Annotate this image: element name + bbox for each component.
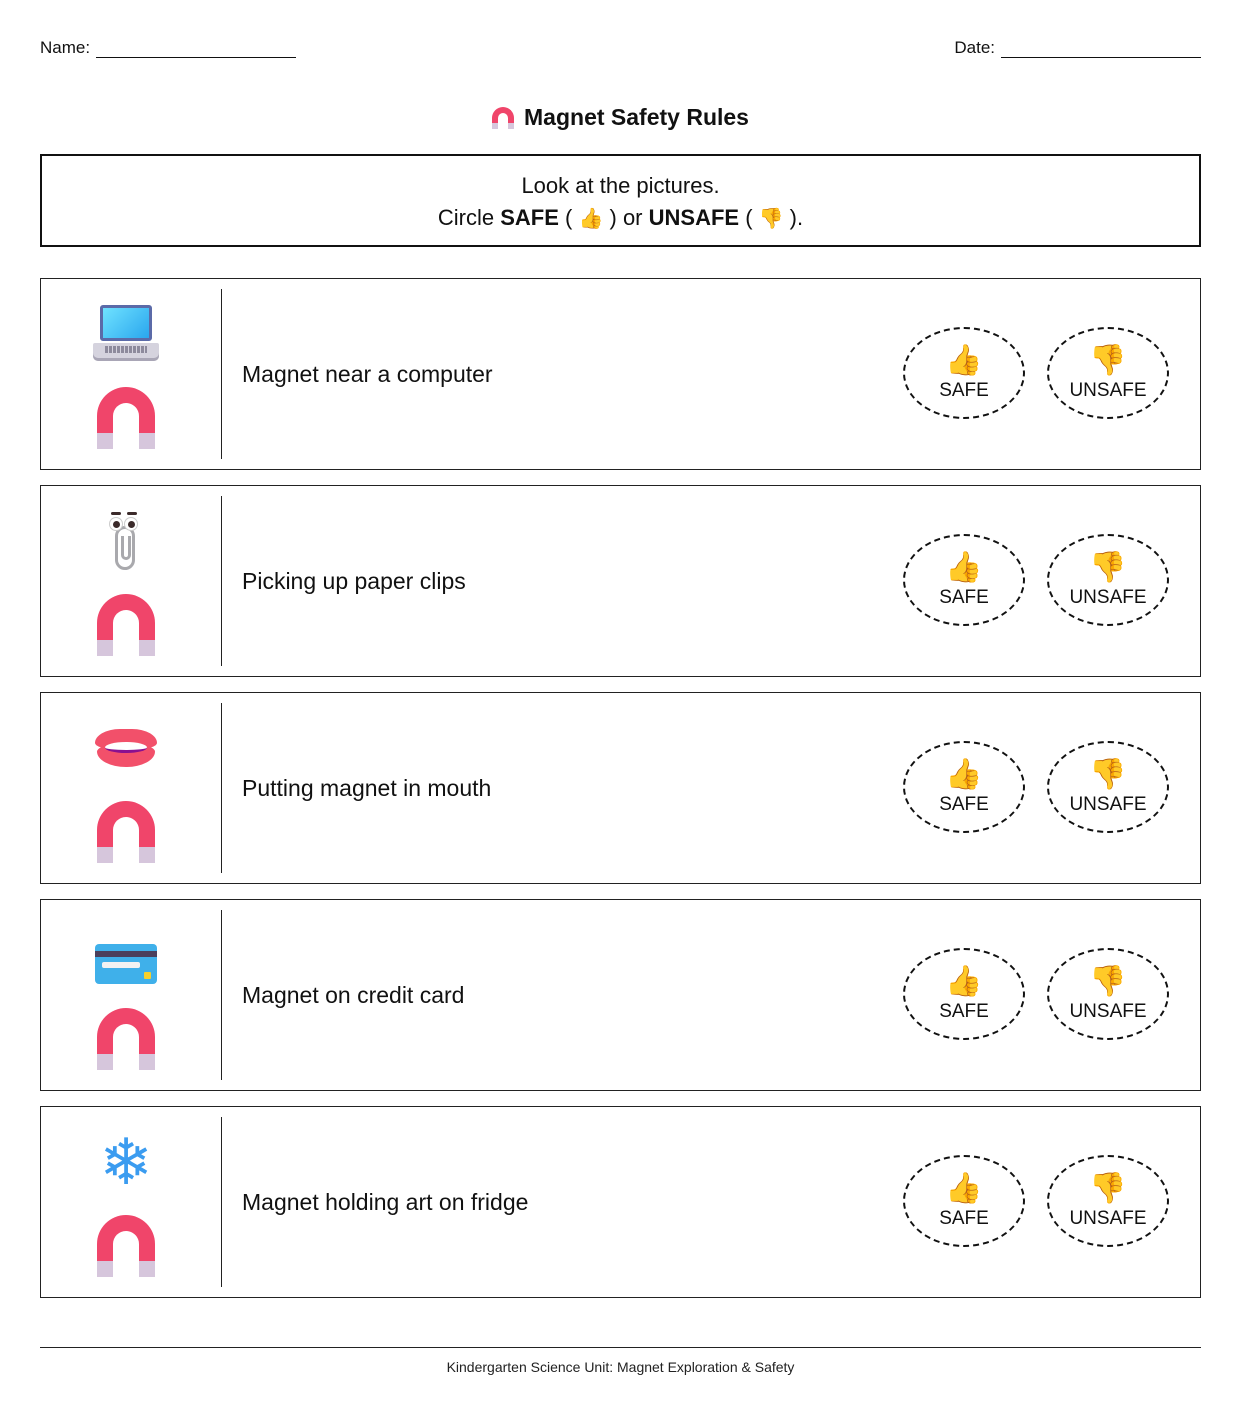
magnet-icon (97, 801, 155, 863)
safe-choice[interactable]: 👍 SAFE (903, 948, 1025, 1040)
question-row (40, 692, 1201, 884)
item-label: Picking up paper clips (242, 567, 466, 594)
unsafe-choice[interactable]: 👎 UNSAFE (1047, 534, 1169, 626)
laptop-icon (93, 303, 159, 369)
thumbs-down-icon: 👎 (758, 208, 784, 230)
safe-choice[interactable]: 👍 SAFE (903, 1155, 1025, 1247)
footer-divider (40, 1347, 1201, 1348)
name-field[interactable] (40, 38, 296, 58)
thumbs-up-icon: 👍 (945, 1172, 983, 1205)
thumbs-up-icon: 👍 (578, 208, 604, 230)
unsafe-choice[interactable]: 👎 UNSAFE (1047, 741, 1169, 833)
row-icons (41, 693, 221, 883)
safe-keyword: SAFE (500, 205, 559, 230)
unsafe-choice[interactable]: 👎 UNSAFE (1047, 1155, 1169, 1247)
snowflake-icon: ❄ (99, 1126, 153, 1198)
item-label: Magnet on credit card (242, 981, 465, 1008)
credit-card-icon (93, 924, 159, 990)
thumbs-down-icon: 👎 (1089, 965, 1127, 998)
unsafe-keyword: UNSAFE (648, 205, 740, 230)
question-row (40, 899, 1201, 1091)
date-blank-line[interactable] (1001, 39, 1201, 58)
footer-text: Kindergarten Science Unit: Magnet Exploration & Safety (446, 1359, 795, 1375)
magnet-icon (97, 1008, 155, 1070)
row-icons (41, 900, 221, 1090)
row-icons (41, 1107, 221, 1297)
question-row (40, 278, 1201, 470)
unsafe-choice[interactable]: 👎 UNSAFE (1047, 327, 1169, 419)
paperclip-icon (93, 510, 159, 576)
row-divider (221, 910, 222, 1080)
safe-choice[interactable]: 👍 SAFE (903, 327, 1025, 419)
date-label: Date: (954, 38, 995, 57)
thumbs-down-icon: 👎 (1089, 1172, 1127, 1205)
row-divider (221, 1117, 222, 1287)
header-fields (40, 38, 1201, 62)
thumbs-up-icon: 👍 (945, 965, 983, 998)
row-divider (221, 289, 222, 459)
name-label: Name: (40, 38, 91, 57)
safe-choice[interactable]: 👍 SAFE (903, 534, 1025, 626)
thumbs-down-icon: 👎 (1089, 758, 1127, 791)
row-divider (221, 703, 222, 873)
thumbs-up-icon: 👍 (945, 344, 983, 377)
lips-icon (93, 717, 159, 783)
row-divider (221, 496, 222, 666)
instructions-line-2: Circle SAFE ( 👍 ) or UNSAFE ( 👎 ). (42, 202, 1199, 235)
thumbs-up-icon: 👍 (945, 758, 983, 791)
thumbs-down-icon: 👎 (1089, 551, 1127, 584)
instructions-line-1: Look at the pictures. (521, 173, 720, 198)
unsafe-choice[interactable]: 👎 UNSAFE (1047, 948, 1169, 1040)
title-text: Magnet Safety Rules (524, 104, 749, 130)
item-label: Putting magnet in mouth (242, 774, 492, 801)
safe-choice[interactable]: 👍 SAFE (903, 741, 1025, 833)
magnet-icon (97, 387, 155, 449)
magnet-icon (492, 107, 514, 129)
thumbs-up-icon: 👍 (945, 551, 983, 584)
magnet-icon (97, 594, 155, 656)
item-label: Magnet holding art on fridge (242, 1188, 529, 1215)
row-icons (41, 486, 221, 676)
question-row (40, 1106, 1201, 1298)
row-icons (41, 279, 221, 469)
instructions-box (40, 154, 1201, 247)
name-blank-line[interactable] (96, 39, 296, 58)
item-label: Magnet near a computer (242, 360, 493, 387)
question-row (40, 485, 1201, 677)
date-field[interactable] (954, 38, 1201, 58)
thumbs-down-icon: 👎 (1089, 344, 1127, 377)
page-title (0, 104, 1241, 131)
magnet-icon (97, 1215, 155, 1277)
